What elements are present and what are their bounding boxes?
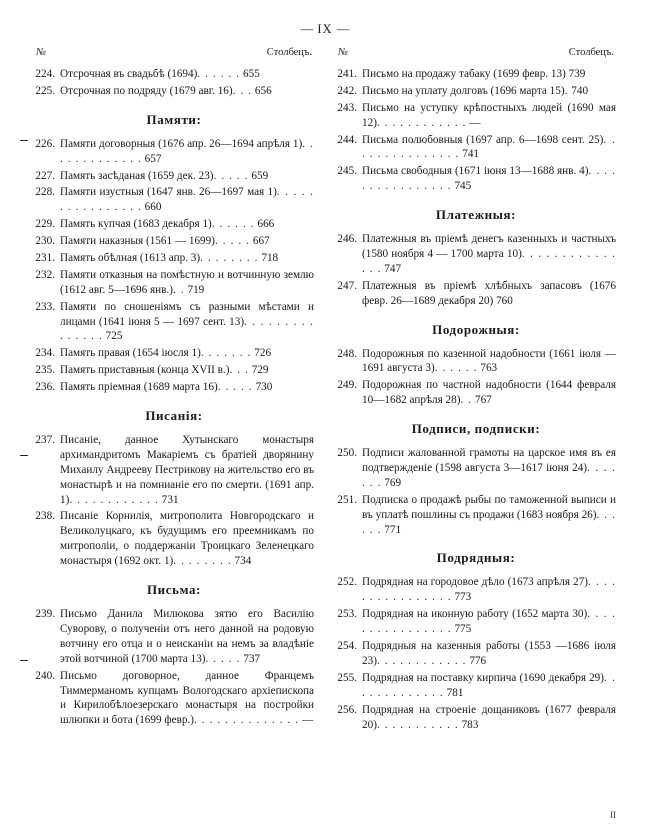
list-item	[34, 84, 314, 99]
entry-page: 655	[243, 68, 260, 80]
entry-text: Памяти договорныя (1676 апр. 26—1694 апрѣля 1)	[60, 137, 303, 150]
entry-leader: . . . . . . . . . . . .	[376, 116, 467, 129]
entry-number: 230.	[35, 235, 55, 248]
entry-text: Платежныя въ пріемѣ денегъ казенныхъ и частныхъ (1580 ноября 4 — 1700 марта 10)	[362, 233, 616, 261]
list-item	[34, 607, 314, 667]
entry-number: 227.	[35, 169, 55, 182]
entry-page: 731	[161, 493, 179, 506]
entry-text: Память пріемная (1689 марта 16)	[60, 381, 218, 394]
entry-number: 255.	[337, 671, 357, 684]
list-item	[34, 217, 314, 232]
entry-body	[362, 639, 616, 669]
entry-leader: . . . . . . . . . . . . .	[362, 671, 616, 699]
entry-text: Письма полюбовныя (1697 апр. 6—1698 сент. 25)	[362, 133, 604, 146]
entry-leader: . . . . . . .	[362, 462, 616, 489]
entry-body	[60, 669, 314, 729]
entry-body	[362, 607, 616, 637]
entry-leader: . . . . . . . . . . . . . . .	[362, 133, 616, 161]
entry-page: 781	[446, 686, 464, 699]
entry-number: 250.	[337, 447, 357, 460]
entry-text: Подрядныя на казенныя работы (1553 —1686 іюля 23)	[362, 640, 616, 667]
entry-body	[60, 84, 314, 99]
entry-body	[60, 300, 314, 345]
entry-body	[60, 234, 314, 249]
entry-page: 776	[469, 654, 487, 667]
page-folio	[34, 22, 616, 37]
entry-number: 226.	[35, 137, 55, 150]
section-heading-podryadnyya: Подрядныя:	[436, 550, 516, 566]
entry-leader: . . .	[229, 364, 249, 377]
entry-text: Письмо на продажу табаку (1699 февр. 13)	[362, 68, 566, 80]
entry-leader: . . . . . .	[434, 362, 478, 375]
entry-number: 251.	[337, 493, 357, 506]
entry-number: 237.	[35, 434, 55, 447]
entry-body	[60, 67, 314, 82]
entry-number: 232.	[35, 268, 55, 281]
entry-leader: . . . . . . . . . . . . . . .	[362, 248, 616, 275]
entry-body	[362, 232, 616, 277]
entry-number: 224.	[35, 68, 55, 80]
entry-text: Подписка о продажѣ рыбы по таможенной выписи и въ уплатѣ пошлины съ продажи (1683 ноября 26)	[362, 493, 616, 521]
entry-number: 253.	[337, 608, 357, 621]
list-item	[34, 234, 314, 249]
entry-page: 734	[234, 555, 252, 568]
entry-page: —	[469, 116, 481, 129]
entry-number: 240.	[35, 669, 55, 682]
entry-text: Памяти отказныя на помѣстную и вотчинную землю (1612 авг. 5—1696 янв.)	[60, 268, 314, 296]
entry-leader: . . . . . . . . . . . . . . . .	[362, 576, 616, 604]
entry-text: Подорожныя по казенной надобности (1661 іюля — 1691 августа 3)	[362, 347, 616, 375]
entry-text: Подрядная на иконную работу (1652 марта 30)	[362, 608, 588, 621]
left-no-label: №	[36, 47, 46, 58]
list-item	[336, 347, 616, 377]
entry-text: Писаніе, данное Хутынскаго монастыря архимандритомъ Макаріемъ съ братіей дворянину Михаилу Андрееву Пестрикову на жительство его въ монастырѣ и на помнианіе его по смерти. (1691 апр. 1)	[60, 434, 314, 506]
entry-page: 719	[187, 283, 205, 296]
entry-page: 667	[252, 235, 270, 248]
section-entries-pisaniya	[34, 433, 314, 569]
entry-text: Отсрочная по подряду (1679 авг. 16)	[60, 84, 233, 97]
entry-body	[60, 268, 314, 298]
entry-page: 725	[105, 330, 123, 343]
entry-page: 771	[384, 523, 402, 536]
entry-body	[60, 607, 314, 667]
list-item	[336, 446, 616, 491]
entry-body	[362, 671, 616, 701]
entry-body	[362, 133, 616, 163]
list-item	[336, 639, 616, 669]
entry-text: Письма свободныя (1671 іюня 13—1688 янв. 4)	[362, 165, 589, 178]
entry-text: Платежныя въ пріемѣ хлѣбныхъ запасовъ (1676 февр. 26—1689 декабря 20)	[362, 279, 616, 307]
entry-number: 225.	[35, 84, 55, 97]
list-item	[34, 363, 314, 378]
entry-number: 246.	[337, 233, 357, 246]
section-heading-podpisi: Подписи, подписки:	[411, 421, 541, 437]
list-item	[34, 433, 314, 507]
entry-text: Память приставныя (конца XVII в.)	[60, 364, 230, 377]
list-item	[34, 251, 314, 266]
margin-tick-mark	[20, 140, 28, 141]
section-entries-pamyati	[34, 137, 314, 395]
entry-page: 729	[251, 364, 269, 377]
entry-body	[60, 169, 314, 184]
entry-text: Письмо Данила Милюкова зятю его Василію Суворову, о полученіи отъ него данной на родовую вотчину его отца и о неисканіи на немъ за владѣнie этой вотчиной (1700 марта 13)	[60, 608, 314, 665]
entry-number: 245.	[337, 165, 357, 178]
entry-text: Памяти наказныя (1561 — 1699)	[60, 235, 215, 248]
list-item	[34, 169, 314, 184]
left-entries-top	[34, 67, 314, 99]
section-heading-platezhnyya: Платежныя:	[435, 207, 517, 223]
entry-number: 228.	[35, 186, 55, 199]
entry-number: 229.	[35, 218, 55, 231]
entry-body	[60, 363, 314, 378]
entry-leader: . . . . . .	[211, 218, 255, 231]
entry-text: Памяти по сношеніямъ съ разными мѣстами и лицами (1641 іюня 5 — 1697 сент. 13)	[60, 300, 314, 328]
entry-text: Подрядная на городовое дѣло (1673 апрѣля 27)	[362, 576, 588, 589]
entry-text: Память правая (1654 іюсля 1)	[60, 347, 201, 360]
entry-leader: . . . . . . . . . . .	[376, 718, 459, 731]
left-column	[34, 47, 314, 734]
entry-page: 656	[254, 84, 272, 97]
entry-body	[362, 101, 616, 131]
signature-mark: II	[610, 810, 616, 820]
entry-leader: . . . . .	[205, 652, 241, 665]
section-entries-podorozhnyya	[336, 347, 616, 409]
entry-text: Память обѣлная (1613 апр. 3)	[60, 252, 201, 265]
entry-page: 737	[243, 652, 261, 665]
entry-page: 741	[462, 148, 479, 161]
list-item	[34, 268, 314, 298]
entry-body	[362, 279, 616, 309]
entry-leader: . .	[460, 394, 473, 407]
entry-page: 745	[454, 180, 472, 193]
entry-leader: . . . . .	[214, 235, 251, 248]
list-item	[336, 279, 616, 309]
entry-number: 235.	[35, 364, 55, 377]
entry-number: 247.	[337, 279, 357, 292]
entry-number: 249.	[337, 379, 357, 392]
entry-number: 241.	[337, 68, 357, 80]
entry-body	[60, 346, 314, 361]
section-entries-pisma	[34, 607, 314, 728]
entry-page: 783	[461, 718, 479, 731]
entry-body	[362, 84, 616, 99]
entry-number: 231.	[35, 252, 55, 265]
entry-leader: . . . . . .	[197, 68, 241, 80]
entry-page: 773	[454, 591, 472, 604]
entry-body	[362, 575, 616, 605]
entry-body	[60, 217, 314, 232]
entry-number: 234.	[35, 347, 55, 360]
entry-body	[60, 185, 314, 215]
entry-leader: . . . . . . . . . . . . . . . .	[362, 165, 617, 193]
entry-page: 718	[261, 252, 279, 265]
entry-number: 254.	[337, 640, 357, 653]
entry-body	[60, 509, 314, 569]
list-item	[336, 133, 616, 163]
entry-leader: . . . . . . . . . . . .	[376, 654, 467, 667]
entry-page: 730	[255, 381, 273, 394]
entry-leader: . . . . . . . .	[200, 252, 259, 265]
entry-number: 239.	[35, 608, 55, 621]
section-entries-podryadnyya	[336, 575, 616, 732]
entry-body	[362, 347, 616, 377]
entry-page: 657	[144, 152, 162, 165]
entry-leader: . . . . . . .	[200, 347, 252, 360]
entry-text: Память засѣданая (1659 дек. 23)	[60, 169, 214, 182]
entry-page: 769	[384, 476, 402, 489]
left-stolbets-label: Столбецъ.	[266, 47, 312, 58]
entry-text: Подписи жалованной грамоты на царское имя въ ея подтвержденіе (1598 августа 3—1617 іюня 24)	[362, 447, 616, 475]
entry-body	[60, 380, 314, 395]
list-item	[336, 84, 616, 99]
entry-page: 739	[568, 68, 586, 80]
list-item	[336, 493, 616, 538]
entry-body	[362, 67, 616, 82]
entry-body	[362, 378, 616, 408]
entry-page: 767	[474, 394, 492, 407]
right-stolbets-label: Столбецъ.	[568, 47, 614, 58]
entry-text: Письмо на уступку крѣпостныхъ людей (1690 мая 12)	[362, 101, 616, 129]
entry-body	[362, 703, 616, 733]
right-entries-top	[336, 67, 616, 194]
entry-text: Подрядная на строеніе дощаниковъ (1677 февраля 20)	[362, 703, 616, 731]
entry-leader: . . . . . . . . . . . . . .	[193, 714, 300, 727]
section-heading-pisaniya: Писанія:	[145, 408, 203, 424]
entry-leader: . . . . . . . . . . . .	[69, 493, 159, 506]
two-column-layout	[34, 47, 616, 734]
list-item	[34, 669, 314, 729]
entry-text: Подрядная на поставку кирпича (1690 декабря 29)	[362, 671, 604, 684]
entry-page: 763	[480, 362, 498, 375]
entry-page: 660	[144, 201, 162, 214]
entry-page: 659	[251, 169, 269, 182]
section-heading-pamyati: Памяти:	[146, 111, 202, 127]
entry-page: 760	[496, 294, 513, 307]
entry-leader: . . . . . . . . . . . . .	[60, 137, 314, 165]
section-entries-podpisi	[336, 446, 616, 537]
entry-number: 242.	[337, 84, 357, 97]
entry-text: Отсрочная въ свадьбѣ (1694)	[60, 68, 198, 80]
entry-number: 244.	[337, 133, 357, 146]
entry-page: 740	[571, 84, 589, 97]
folio-dash-left: —	[300, 22, 314, 36]
entry-body	[60, 137, 314, 167]
right-column	[336, 47, 616, 734]
entry-body	[362, 493, 616, 538]
entry-page: 747	[384, 262, 402, 275]
entry-number: 243.	[337, 101, 357, 114]
entry-number: 256.	[337, 703, 357, 716]
entry-page: —	[302, 714, 314, 727]
entry-leader: . .	[172, 283, 185, 296]
entry-leader: . . . . .	[213, 169, 249, 182]
list-item	[336, 232, 616, 277]
entry-body	[362, 164, 616, 194]
list-item	[336, 378, 616, 408]
entry-number: 233.	[35, 300, 55, 313]
right-no-label: №	[338, 47, 348, 58]
folio-number: IX	[317, 22, 333, 36]
section-entries-platezhnyya	[336, 232, 616, 308]
section-heading-pisma: Письма:	[146, 582, 202, 598]
margin-tick-mark	[20, 660, 28, 661]
list-item	[34, 300, 314, 345]
entry-body	[60, 251, 314, 266]
entry-number: 238.	[35, 510, 55, 523]
list-item	[336, 164, 616, 194]
entry-leader: . . . . . . . .	[173, 555, 232, 568]
list-item	[34, 346, 314, 361]
margin-tick-mark	[20, 455, 28, 456]
entry-body	[60, 433, 314, 507]
entry-leader: . . . . . . . . . . . . . . . .	[60, 186, 314, 214]
list-item	[336, 67, 616, 82]
entry-page: 666	[257, 218, 275, 231]
folio-dash-right: —	[336, 22, 350, 36]
entry-number: 248.	[337, 347, 357, 360]
entry-page: 775	[454, 623, 472, 636]
entry-text: Памяти изустныя (1647 янв. 26—1697 мая 1)	[60, 186, 277, 199]
entry-text: Писаніе Корнилія, митрополита Новгородскаго и Великолуцкаго, къ будущимъ его преемникамъ по митрополіи, о поддержаніи Троицкаго Зеленецкаго монастыря (1692 окт. 1)	[60, 510, 314, 568]
entry-text: Письмо договорное, данное Францемъ Тиммерманомъ купцамъ Вологодскаго архіепископа и Кирилобѣлоезерскаго монастыря на постройки шлюпки и бота (1699 февр.)	[60, 669, 314, 727]
list-item	[34, 380, 314, 395]
list-item	[336, 101, 616, 131]
list-item	[336, 607, 616, 637]
list-item	[336, 575, 616, 605]
entry-page: 726	[254, 347, 272, 360]
list-item	[34, 137, 314, 167]
entry-text: Подорожная по частной надобности (1644 февраля 10—1682 апрѣля 28)	[362, 379, 616, 407]
list-item	[34, 185, 314, 215]
entry-body	[362, 446, 616, 491]
entry-leader: .	[564, 84, 569, 97]
entry-number: 252.	[337, 576, 357, 589]
entry-leader: . . .	[232, 84, 253, 97]
entry-leader: . . . . . . . . . . . . . . .	[60, 315, 314, 343]
entry-leader: . . . . . .	[362, 508, 616, 536]
section-heading-podorozhnyya: Подорожныя:	[432, 321, 520, 337]
list-item	[336, 703, 616, 733]
entry-number: 236.	[35, 381, 55, 394]
left-column-header	[34, 47, 314, 58]
right-column-header	[336, 47, 616, 58]
entry-leader: . . . . . . . . . . . . . . . .	[362, 608, 616, 636]
list-item	[34, 509, 314, 569]
entry-text: Письмо на уплату долговъ (1696 марта 15)	[362, 84, 565, 97]
entry-leader: . . . . .	[217, 381, 253, 394]
entry-text: Память купчая (1683 декабря 1)	[60, 218, 212, 231]
list-item	[34, 67, 314, 82]
list-item	[336, 671, 616, 701]
